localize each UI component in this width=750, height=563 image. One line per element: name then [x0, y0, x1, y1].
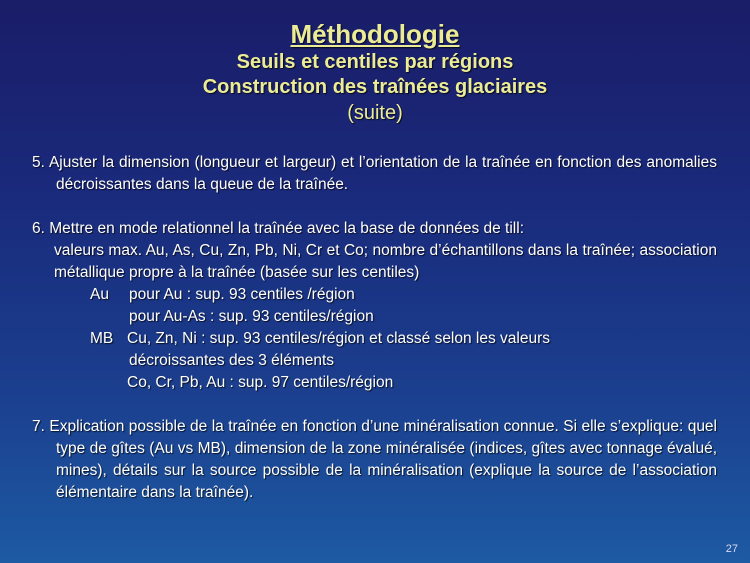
slide-title: Méthodologie	[290, 19, 460, 49]
au-row-1	[32, 284, 717, 306]
slide-subtitle-construction: Construction des traînées glaciaires	[202, 76, 548, 98]
mb-line-2: décroissantes des 3 éléments	[129, 352, 335, 369]
item-7-text: 7. Explication possible de la traînée en fonction d’une minéralisation connue. Si elle s’explique: quel type de gîtes (Au vs MB), dimension de la zone minéralisée (indices, gîtes avec tonnage évalué, mines), détails sur la source possible de la minéralisation (explique la source de l’association élémentaire dans la traînée).	[32, 418, 717, 501]
au-label: Au	[90, 286, 109, 303]
item-5-text: 5. Ajuster la dimension (longueur et largeur) et l’orientation de la traînée en fonction des anomalies décroissantes dans la queue de la traînée.	[32, 154, 717, 193]
au-line-2: pour Au-As : sup. 93 centiles/région	[129, 308, 374, 325]
item-6-heading: 6. Mettre en mode relationnel la traînée avec la base de données de till:	[32, 220, 525, 237]
page-number: 27	[725, 543, 738, 555]
au-row-2	[32, 306, 717, 328]
slide-subtitle-thresholds: Seuils et centiles par régions	[236, 51, 514, 73]
item-6-detail: valeurs max. Au, As, Cu, Zn, Pb, Ni, Cr et Co; nombre d’échantillons dans la traînée; association métallique propre à la traînée (basée sur les centiles)	[54, 242, 717, 281]
spacer	[32, 394, 717, 416]
mb-line-1: Cu, Zn, Ni : sup. 93 centiles/région et classé selon les valeurs	[127, 330, 551, 347]
mb-row-3	[32, 372, 717, 394]
au-line-1: pour Au : sup. 93 centiles /région	[129, 286, 355, 303]
mb-row-2	[32, 350, 717, 372]
mb-row-1	[32, 328, 717, 350]
mb-label: MB	[90, 330, 114, 347]
slide-subtitle-suite: (suite)	[347, 102, 403, 124]
spacer	[32, 196, 717, 218]
mb-line-3: Co, Cr, Pb, Au : sup. 97 centiles/région	[127, 374, 394, 391]
slide-content	[32, 152, 717, 504]
title-block	[0, 18, 750, 126]
